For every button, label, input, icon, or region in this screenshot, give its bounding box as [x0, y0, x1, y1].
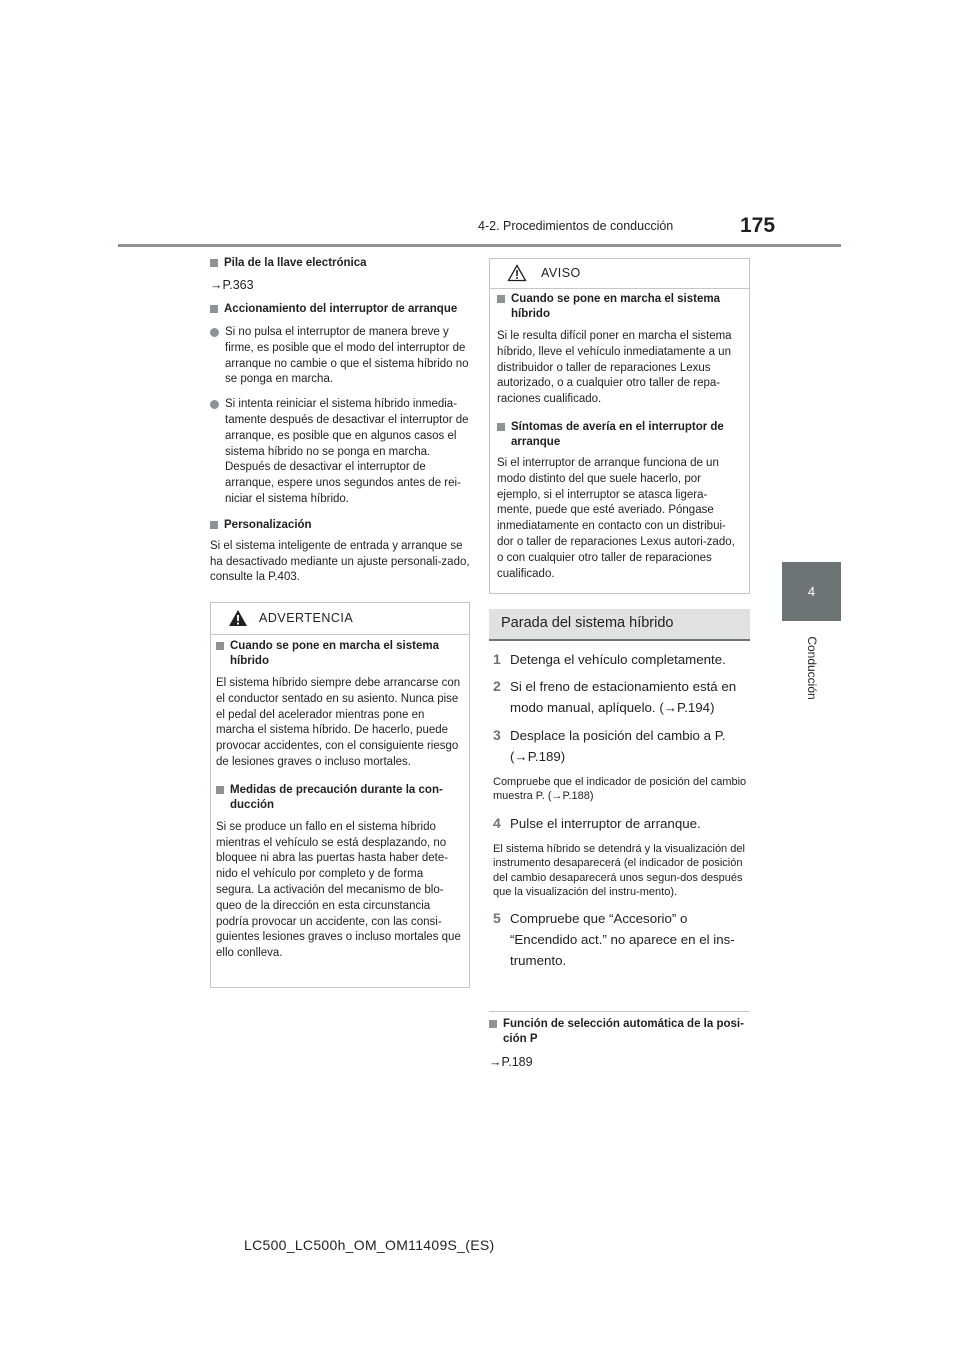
step-note: El sistema híbrido se detendrá y la visualización del instrumento desaparecerá (el indicador de posición del cambio desaparecerá unos segun-dos después que la visualización del instru-mento). [493, 842, 745, 899]
round-bullet-icon [210, 400, 219, 409]
warning-box-content [216, 639, 461, 962]
warning-box [210, 602, 470, 988]
round-bullet-icon [210, 328, 219, 337]
paragraph: Si el sistema inteligente de entrada y arranque se ha desactivado mediante un ajuste personali-zado, consulte la P.403. [210, 539, 470, 584]
section-divider [489, 1011, 750, 1012]
square-bullet-icon [216, 642, 224, 650]
steps-list [493, 649, 750, 971]
box-divider [490, 288, 749, 289]
section-title: Medidas de precaución durante la con-ducción [216, 783, 461, 813]
square-bullet-icon [497, 295, 505, 303]
footer-code: LC500_LC500h_OM_OM11409S_(ES) [244, 1237, 495, 1253]
notice-box-content [497, 292, 741, 582]
step-item: 4 Pulse el interruptor de arranque. [493, 814, 701, 831]
header-rule [118, 244, 841, 247]
warning-triangle-icon [228, 609, 248, 627]
page-number: 175 [740, 214, 776, 237]
left-column [210, 256, 470, 586]
header-section-title: 4-2. Procedimientos de conducción [478, 219, 674, 233]
square-bullet-icon [210, 259, 218, 267]
list-item: Si no pulsa el interruptor de manera breve y firme, es posible que el modo del interruptor de arranque no cambie o que el sistema híbrido no se ponga en marcha. [210, 325, 470, 388]
box-divider [211, 634, 469, 635]
paragraph: Si le resulta difícil poner en marcha el sistema híbrido, lleve el vehículo inmediatamente a un distribuidor o taller de reparaciones Lexus autorizado, o a cualquier otro taller de repa-raciones cualificado. [497, 330, 732, 406]
right-section [489, 1017, 750, 1069]
list-item: Si intenta reiniciar el sistema híbrido inmedia-tamente después de desactivar el interruptor de arranque, es posible que en algunos casos el sistema híbrido no se ponga en marcha. Después de desactivar el interruptor de arranque, espere unos segundos antes de rei-niciar el sistema híbrido. [210, 397, 470, 508]
caution-triangle-icon [507, 264, 527, 282]
step-item: 1 Detenga el vehículo completamente. [493, 651, 726, 667]
warning-box-title: ADVERTENCIA [259, 611, 354, 625]
section-title: Síntomas de avería en el interruptor de arranque [497, 420, 741, 450]
square-bullet-icon [489, 1020, 497, 1028]
step-note: Compruebe que el indicador de posición del cambio muestra P. (→P.188) [493, 776, 747, 803]
page-reference: →P.189 [489, 1055, 533, 1069]
paragraph: Si el interruptor de arranque funciona de un modo distinto del que suele hacerlo, por ejemplo, si el interruptor se atasca ligera-mente, puede que esté averiado. Póngase inmediatamente en contacto con un distribui-dor o taller de reparaciones Lexus autori-zado, o con cualquier otro taller de reparaciones cualificado. [497, 456, 735, 580]
page-reference: →P.363 [210, 278, 254, 292]
square-bullet-icon [497, 423, 505, 431]
section-title: Personalización [210, 518, 470, 533]
step-item: 2 Si el freno de estacionamiento está en modo manual, aplíquelo. (→P.194) [493, 678, 737, 715]
chapter-tab-number: 4 [807, 584, 816, 599]
section-title: Función de selección automática de la posi-ción P [489, 1017, 750, 1047]
chapter-tab-label: Conducción [805, 636, 819, 700]
notice-box-title: AVISO [541, 266, 581, 280]
paragraph: Si se produce un fallo en el sistema híbrido mientras el vehículo se está desplazando, no bloquee ni abra las puertas hasta haber dete-nido el vehículo por completo y de forma segura. La activación del mecanismo de blo-queo de la dirección en esta circunstancia podría provocar un accidente, con las consi-guientes lesiones graves o incluso mortales que ello conlleva. [216, 820, 461, 960]
section-title: Cuando se pone en marcha el sistema híbrido [497, 292, 741, 322]
section-title: Pila de la llave electrónica [210, 256, 470, 271]
step-item: 5 Compruebe que “Accesorio” o “Encendido act.” no aparece en el ins-trumento. [493, 910, 735, 969]
square-bullet-icon [210, 305, 218, 313]
section-heading: Parada del sistema híbrido [501, 615, 674, 631]
square-bullet-icon [216, 786, 224, 794]
section-title: Cuando se pone en marcha el sistema híbrido [216, 639, 461, 669]
notice-box [489, 258, 750, 594]
step-item: 3 Desplace la posición del cambio a P. (→P.189) [493, 727, 726, 764]
paragraph: El sistema híbrido siempre debe arrancarse con el conductor sentado en su asiento. Nunca pise el pedal del acelerador mientras pone en marcha el sistema híbrido. De hacerlo, puede provocar accidentes, con el consiguiente riesgo de lesiones graves o incluso mortales. [216, 677, 461, 768]
section-title: Accionamiento del interruptor de arranque [210, 302, 470, 317]
square-bullet-icon [210, 521, 218, 529]
